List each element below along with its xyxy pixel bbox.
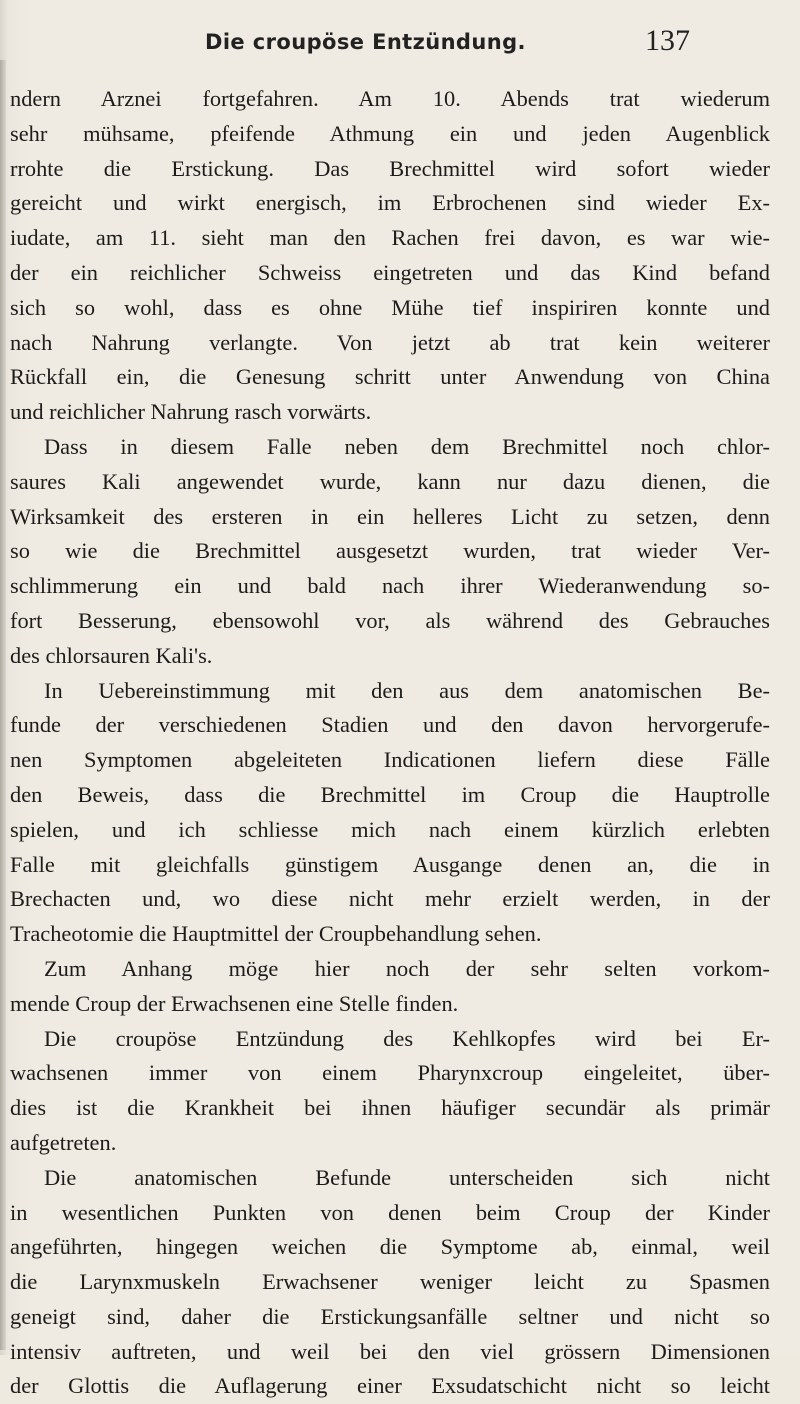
text-line: Dass in diesem Falle neben dem Brechmittel noch chlor- [44, 433, 770, 459]
text-line: geneigt sind, daher die Erstickungsanfälle seltner und nicht so [10, 1303, 770, 1329]
text-line: der Glottis die Auflagerung einer Exsudatschicht nicht so leicht [10, 1373, 770, 1399]
text-line: des chlorsauren Kali's. [10, 642, 213, 668]
text-line: In Uebereinstimmung mit den aus dem anatomischen Be- [44, 677, 770, 703]
text-line: Rückfall ein, die Genesung schritt unter Anwendung von China [10, 364, 770, 390]
text-line: sehr mühsame, pfeifende Athmung ein und jeden Augenblick [10, 120, 770, 146]
text-line: rrohte die Erstickung. Das Brechmittel wird sofort wieder [10, 155, 770, 181]
text-line: Die croupöse Entzündung des Kehlkopfes wird bei Er- [44, 1025, 770, 1051]
text-line: gereicht und wirkt energisch, im Erbrochenen sind wieder Ex- [10, 190, 770, 216]
text-line: Falle mit gleichfalls günstigem Ausgange denen an, die in [10, 851, 770, 877]
text-line: fort Besserung, ebensowohl vor, als während des Gebrauches [10, 607, 770, 633]
text-line: Wirksamkeit des ersteren in ein helleres Licht zu setzen, denn [10, 503, 770, 529]
text-line: dies ist die Krankheit bei ihnen häufiger secundär als primär [10, 1095, 770, 1121]
text-line: angeführten, hingegen weichen die Symptome ab, einmal, weil [10, 1234, 770, 1260]
body-text [10, 82, 770, 1404]
text-line: ndern Arznei fortgefahren. Am 10. Abends trat wiederum [10, 86, 770, 111]
text-line: iudate, am 11. sieht man den Rachen frei davon, es war wie- [10, 225, 770, 251]
text-line: mende Croup der Erwachsenen eine Stelle finden. [10, 990, 459, 1016]
text-line: so wie die Brechmittel ausgesetzt wurden, trat wieder Ver- [10, 538, 770, 564]
text-line: aufgetreten. [10, 1129, 117, 1155]
text-line: sich so wohl, dass es ohne Mühe tief inspiriren konnte und [10, 294, 770, 320]
text-line: Zum Anhang möge hier noch der sehr selten vorkom- [44, 955, 770, 981]
text-line: saures Kali angewendet wurde, kann nur dazu dienen, die [10, 468, 770, 494]
text-line: die Larynxmuskeln Erwachsener weniger leicht zu Spasmen [10, 1269, 770, 1295]
text-line: in wesentlichen Punkten von denen beim Croup der Kinder [10, 1199, 770, 1225]
text-line: Die anatomischen Befunde unterscheiden sich nicht [44, 1164, 770, 1190]
text-line: Brechacten und, wo diese nicht mehr erzielt werden, in der [10, 886, 770, 912]
text-line: Tracheotomie die Hauptmittel der Croupbehandlung sehen. [10, 921, 542, 947]
header-title: Die croupöse Entzündung. [205, 30, 526, 54]
text-line: schlimmerung ein und bald nach ihrer Wiederanwendung so- [10, 573, 770, 599]
page-number: 137 [645, 24, 690, 57]
running-header [0, 22, 800, 62]
text-line: und reichlicher Nahrung rasch vorwärts. [10, 399, 372, 425]
text-line: spielen, und ich schliesse mich nach einem kürzlich erlebten [10, 816, 770, 842]
text-line: intensiv auftreten, und weil bei den viel grössern Dimensionen [10, 1338, 770, 1364]
text-line: nach Nahrung verlangte. Von jetzt ab trat kein weiterer [10, 329, 770, 355]
text-line: nen Symptomen abgeleiteten Indicationen liefern diese Fälle [10, 747, 770, 773]
text-line: funde der verschiedenen Stadien und den davon hervorgerufe- [10, 712, 770, 738]
text-line: der ein reichlicher Schweiss eingetreten und das Kind befand [10, 259, 770, 285]
page-gutter-shadow [0, 60, 6, 1350]
text-line: den Beweis, dass die Brechmittel im Croup die Hauptrolle [10, 781, 770, 807]
text-line: wachsenen immer von einem Pharynxcroup eingeleitet, über- [10, 1060, 770, 1086]
